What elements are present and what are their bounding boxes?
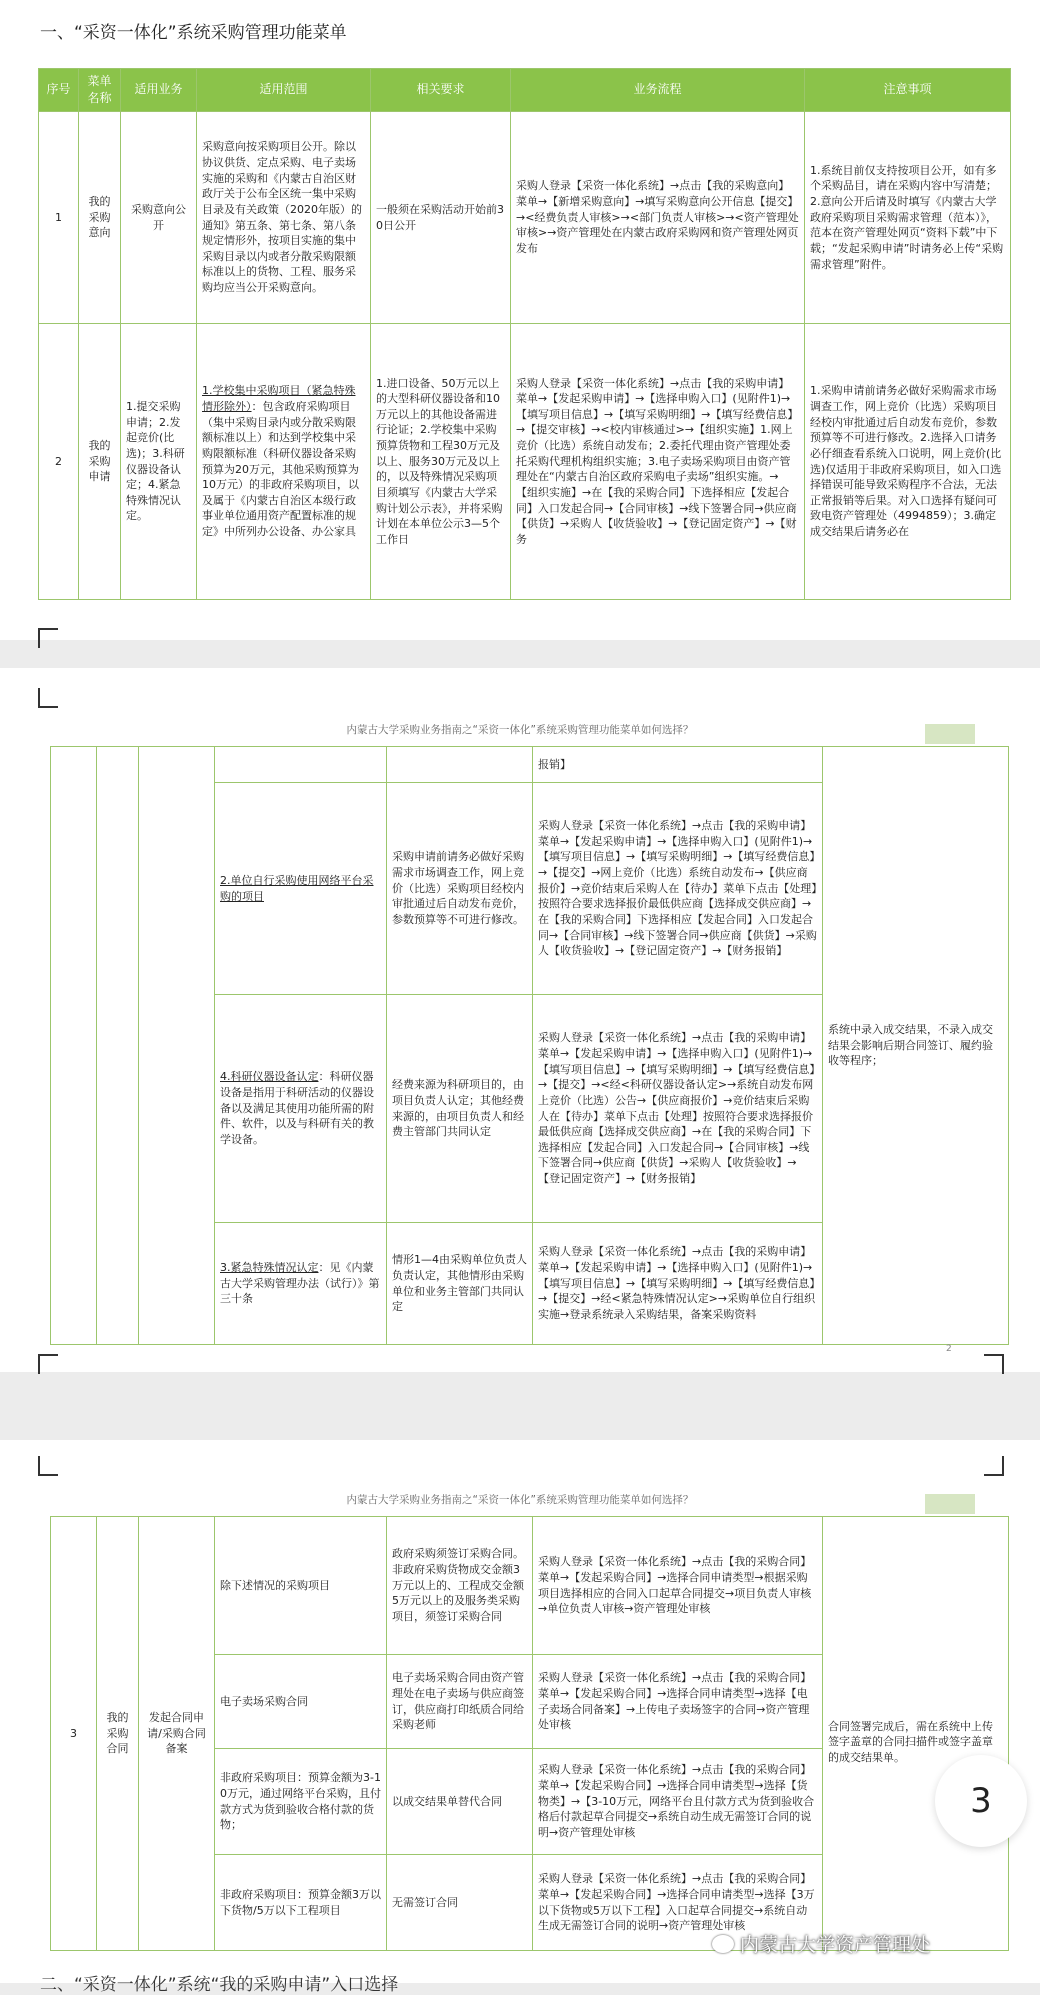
- row-flow: 采购人登录【采资一体化系统】→点击【我的采购合同】菜单→【发起采购合同】→选择合同申请类型→选择【货物类】→【3-10万元，网络平台且付款方式为货到验收合格后付款起草合同提交→系统自动生成无需签订合同的说明→资产管理处审核: [533, 1749, 823, 1855]
- row-requirements: 电子卖场采购合同由资产管理处在电子卖场与供应商签订，供应商打印纸质合同给采购老师: [387, 1655, 533, 1749]
- row-requirements: 一般须在采购活动开始前30日公开: [371, 112, 511, 324]
- page-number: 2: [946, 1344, 952, 1354]
- row-scope: 非政府采购项目：预算金额为3-10万元，通过网络平台采购，且付款方式为货到验收合格付款的货物；: [215, 1749, 387, 1855]
- row-scope: 采购意向按采购项目公开。除以协议供货、定点采购、电子卖场实施的采购和《内蒙古自治区财政厅关于公布全区统一集中采购目录及有关政策（2020年版）的通知》第五条、第七条、第八条规定情形外，按项目实施的集中采购目录以内或者分散采购限额标准以上的货物、工程、服务采购均应当公开采购意向。: [197, 112, 371, 324]
- row-menu: 我的采购合同: [97, 1517, 139, 1951]
- running-head: 内蒙古大学采购业务指南之“采资一体化”系统采购管理功能菜单如何选择？: [346, 1494, 694, 1506]
- row-notes: 1.系统目前仅支持按项目公开，如有多个采购品目，请在采购内容中写清楚；2.意向公开后请及时填写《内蒙古大学政府采购项目采购需求管理（范本）》，范本在资产管理处网页“资料下载”中下载；“发起采购申请”时请务必上传“采购需求管理”附件。: [805, 112, 1011, 324]
- row-flow: 采购人登录【采资一体化系统】→点击【我的采购申请】菜单→【发起采购申请】→【选择申购入口】(见附件1)→【填写项目信息】→【填写采购明细】→【填写经费信息】→【提交】→经<紧急特殊情况认定>→采购单位自行组织实施→登录系统录入采购结果，备案采购资料: [533, 1223, 823, 1345]
- crop-mark: [38, 688, 58, 708]
- crop-mark: [38, 1354, 58, 1374]
- row-scope: [215, 1223, 387, 1345]
- row-menu: 我的采购申请: [79, 324, 121, 600]
- page-3: [0, 1440, 1040, 1983]
- row-requirements: 经费来源为科研项目的，由项目负责人认定；其他经费来源的，由项目负责人和经费主管部门共同认定: [387, 995, 533, 1223]
- row-menu: 我的采购意向: [79, 112, 121, 324]
- row-business: 采购意向公开: [121, 112, 197, 324]
- row-requirements: 采购申请前请务必做好采购需求市场调查工作，网上竞价（比选）采购项目经校内审批通过后自动发布竞价，参数预算等不可进行修改。: [387, 783, 533, 995]
- scope-body: ：见《内蒙古大学采购管理办法（试行）》第三十条: [220, 1261, 380, 1306]
- row-flow: 采购人登录【采资一体化系统】→点击【我的采购合同】菜单→【发起采购合同】→选择合同申请类型→选择【3万以下货物或5万以下工程】入口起草合同提交→系统自动生成无需签订合同的说明→资产管理处审核: [533, 1855, 823, 1951]
- row-notes: 1.采购申请前请务必做好采购需求市场调查工作，网上竞价（比选）采购项目经校内审批通过后自动发布竞价，参数预算等不可进行修改。2.选择入口请务必仔细查看系统入口说明，网上竞价(比选)仅适用于非政府采购项目，如入口选择错误可能导致采购程序不合法，无法正常报销等后果。对入口选择有疑问可致电资产管理处（4994859）；3.确定成交结果后请务必在: [805, 324, 1011, 600]
- row-requirements: 以成交结果单替代合同: [387, 1749, 533, 1855]
- scope-title: 2.单位自行采购使用网络平台采购的项目: [220, 873, 374, 903]
- row-requirements: 1.进口设备、50万元以上的大型科研仪器设备和10万元以上的其他设备需进行论证；2.学校集中采购预算货物和工程30万元及以上、服务30万元及以上的，以及特殊情况采购项目须填写《内蒙古大学采购计划公示表》，并将采购计划在本单位公示3—5个工作日: [371, 324, 511, 600]
- scope-title: 4.科研仪器设备认定: [220, 1070, 319, 1084]
- watermark-text: 内蒙古大学资产管理处: [740, 1934, 931, 1956]
- row-num: 1: [39, 112, 79, 324]
- menu-table-part-3: [50, 1516, 1009, 1951]
- table-row: [51, 747, 1009, 783]
- scope-title: 3.紧急特殊情况认定: [220, 1261, 319, 1275]
- row-flow: 采购人登录【采资一体化系统】→点击【我的采购意向】菜单→【新增采购意向】→填写采购意向公开信息【提交】→<经费负责人审核>→<部门负责人审核>→<资产管理处审核>→资产管理处在内蒙古政府采购网和资产管理处网页发布: [511, 112, 805, 324]
- row-num: 2: [39, 324, 79, 600]
- row-business: 1.提交采购申请；2.发起竞价(比选)；3.科研仪器设备认定；4.紧急特殊情况认定。: [121, 324, 197, 600]
- row-notes: 系统中录入成交结果，不录入成交结果会影响后期合同签订、履约验收等程序；: [823, 747, 1009, 1345]
- menu-table-part-1: [38, 68, 1011, 600]
- running-head: 内蒙古大学采购业务指南之“采资一体化”系统采购管理功能菜单如何选择？: [346, 724, 694, 736]
- table-row: [39, 112, 1011, 324]
- crop-mark: [38, 628, 58, 648]
- row-flow: 采购人登录【采资一体化系统】→点击【我的采购合同】菜单→【发起采购合同】→选择合同申请类型→选择【电子卖场合同备案】→上传电子卖场签字的合同→资产管理处审核: [533, 1655, 823, 1749]
- header-notes: 注意事项: [805, 69, 1011, 112]
- row-scope: [197, 324, 371, 600]
- header-requirements: 相关要求: [371, 69, 511, 112]
- header-scope: 适用范围: [197, 69, 371, 112]
- row-scope: 电子卖场采购合同: [215, 1655, 387, 1749]
- row-flow: 采购人登录【采资一体化系统】→点击【我的采购申请】菜单→【发起采购申请】→【选择申购入口】(见附件1)→【填写项目信息】→【填写采购明细】→【填写经费信息】→【提交】→网上竞价（比选）系统自动发布→【供应商报价】→竞价结束后采购人在【待办】菜单下点击【处理】按照符合要求选择报价最低供应商【选择成交供应商】→在【我的采购合同】下选择相应【发起合同】入口发起合同→【合同审核】→线下签署合同→供应商【供货】→采购人【收货验收】→【登记固定资产】→【财务报销】: [533, 783, 823, 995]
- scope-body: ：包含政府采购项目（集中采购目录内或分散采购限额标准以上）和达到学校集中采购限额标准（科研仪器设备采购预算为20万元，其他采购预算为10万元）的非政府采购项目，以及属于《内蒙古自治区本级行政事业单位通用资产配置标准的规定》中所列办公设备、办公家具: [202, 400, 359, 538]
- header-num: 序号: [39, 69, 79, 112]
- wechat-icon: [712, 1935, 734, 1953]
- header-flow: 业务流程: [511, 69, 805, 112]
- header-menu: 菜单名称: [79, 69, 121, 112]
- crop-mark: [984, 1456, 1004, 1476]
- row-notes: 合同签署完成后，需在系统中上传签字盖章的合同扫描件或签字盖章的成交结果单。: [823, 1517, 1009, 1951]
- row-flow: 采购人登录【采资一体化系统】→点击【我的采购申请】菜单→【发起采购申请】→【选择申购入口】(见附件1)→【填写项目信息】→【填写采购明细】→【填写经费信息】→【提交】→<经<科研仪器设备认定>→系统自动发布网上竞价（比选）公告→【供应商报价】→竞价结束后采购人在【待办】菜单下点击【处理】按照符合要求选择报价最低供应商【选择成交供应商】→在【我的采购合同】下选择相应【发起合同】入口发起合同→【合同审核】→线下签署合同→供应商【供货】→采购人【收货验收】→【登记固定资产】→【财务报销】: [533, 995, 823, 1223]
- page-2: [0, 668, 1040, 1372]
- row-requirements: 情形1—4由采购单位负责人负责认定，其他情形由采购单位和业务主管部门共同认定: [387, 1223, 533, 1345]
- row-num: 3: [51, 1517, 97, 1951]
- page-indicator-button[interactable]: 3: [935, 1755, 1027, 1847]
- watermark: [712, 1930, 930, 1957]
- scope-body: ：科研仪器设备是指用于科研活动的仪器设备以及满足其使用功能所需的附件、软件，以及与科研有关的教学设备。: [220, 1070, 374, 1146]
- crop-mark: [38, 1456, 58, 1476]
- header-business: 适用业务: [121, 69, 197, 112]
- next-section-title: 二、“采资一体化”系统“我的采购申请”入口选择: [40, 1975, 399, 1995]
- row-flow: 采购人登录【采资一体化系统】→点击【我的采购合同】菜单→【发起采购合同】→选择合同申请类型→根据采购项目选择相应的合同入口起草合同提交→项目负责人审核→单位负责人审核→资产管理处审核: [533, 1517, 823, 1655]
- row-requirements: 政府采购须签订采购合同。非政府采购货物成交金额3万元以上的、工程成交金额5万元以上的及服务类采购项目，须签订采购合同: [387, 1517, 533, 1655]
- row-flow: 报销】: [533, 747, 823, 783]
- scope-title: 1.学校集中采购项目（紧急特殊情形除外）: [202, 384, 356, 414]
- crop-mark: [984, 1354, 1004, 1374]
- row-scope: 除下述情况的采购项目: [215, 1517, 387, 1655]
- row-requirements: 无需签订合同: [387, 1855, 533, 1951]
- table-row: [39, 324, 1011, 600]
- page-1: [0, 0, 1040, 640]
- row-scope: [215, 783, 387, 995]
- table-header-row: [39, 69, 1011, 112]
- table-row: [51, 1517, 1009, 1655]
- row-business: 发起合同申请/采购合同备案: [139, 1517, 215, 1951]
- section-title: 一、“采资一体化”系统采购管理功能菜单: [40, 23, 347, 43]
- menu-table-part-2: [50, 746, 1009, 1345]
- row-scope: 非政府采购项目：预算金额3万以下货物/5万以下工程项目: [215, 1855, 387, 1951]
- row-flow: 采购人登录【采资一体化系统】→点击【我的采购申请】菜单→【发起采购申请】→【选择申购入口】(见附件1)→【填写项目信息】→【填写采购明细】→【填写经费信息】→【提交审核】→<校内审核通过>→【组织实施】1.网上竞价（比选）系统自动发布；2.委托代理由资产管理处委托采购代理机构组织实施；3.电子卖场采购项目由资产管理处在“内蒙古自治区政府采购电子卖场”组织实施。→【组织实施】→在【我的采购合同】下选择相应【发起合同】入口发起合同→【合同审核】→线下签署合同→供应商【供货】→采购人【收货验收】→【登记固定资产】→【财务: [511, 324, 805, 600]
- row-scope: [215, 995, 387, 1223]
